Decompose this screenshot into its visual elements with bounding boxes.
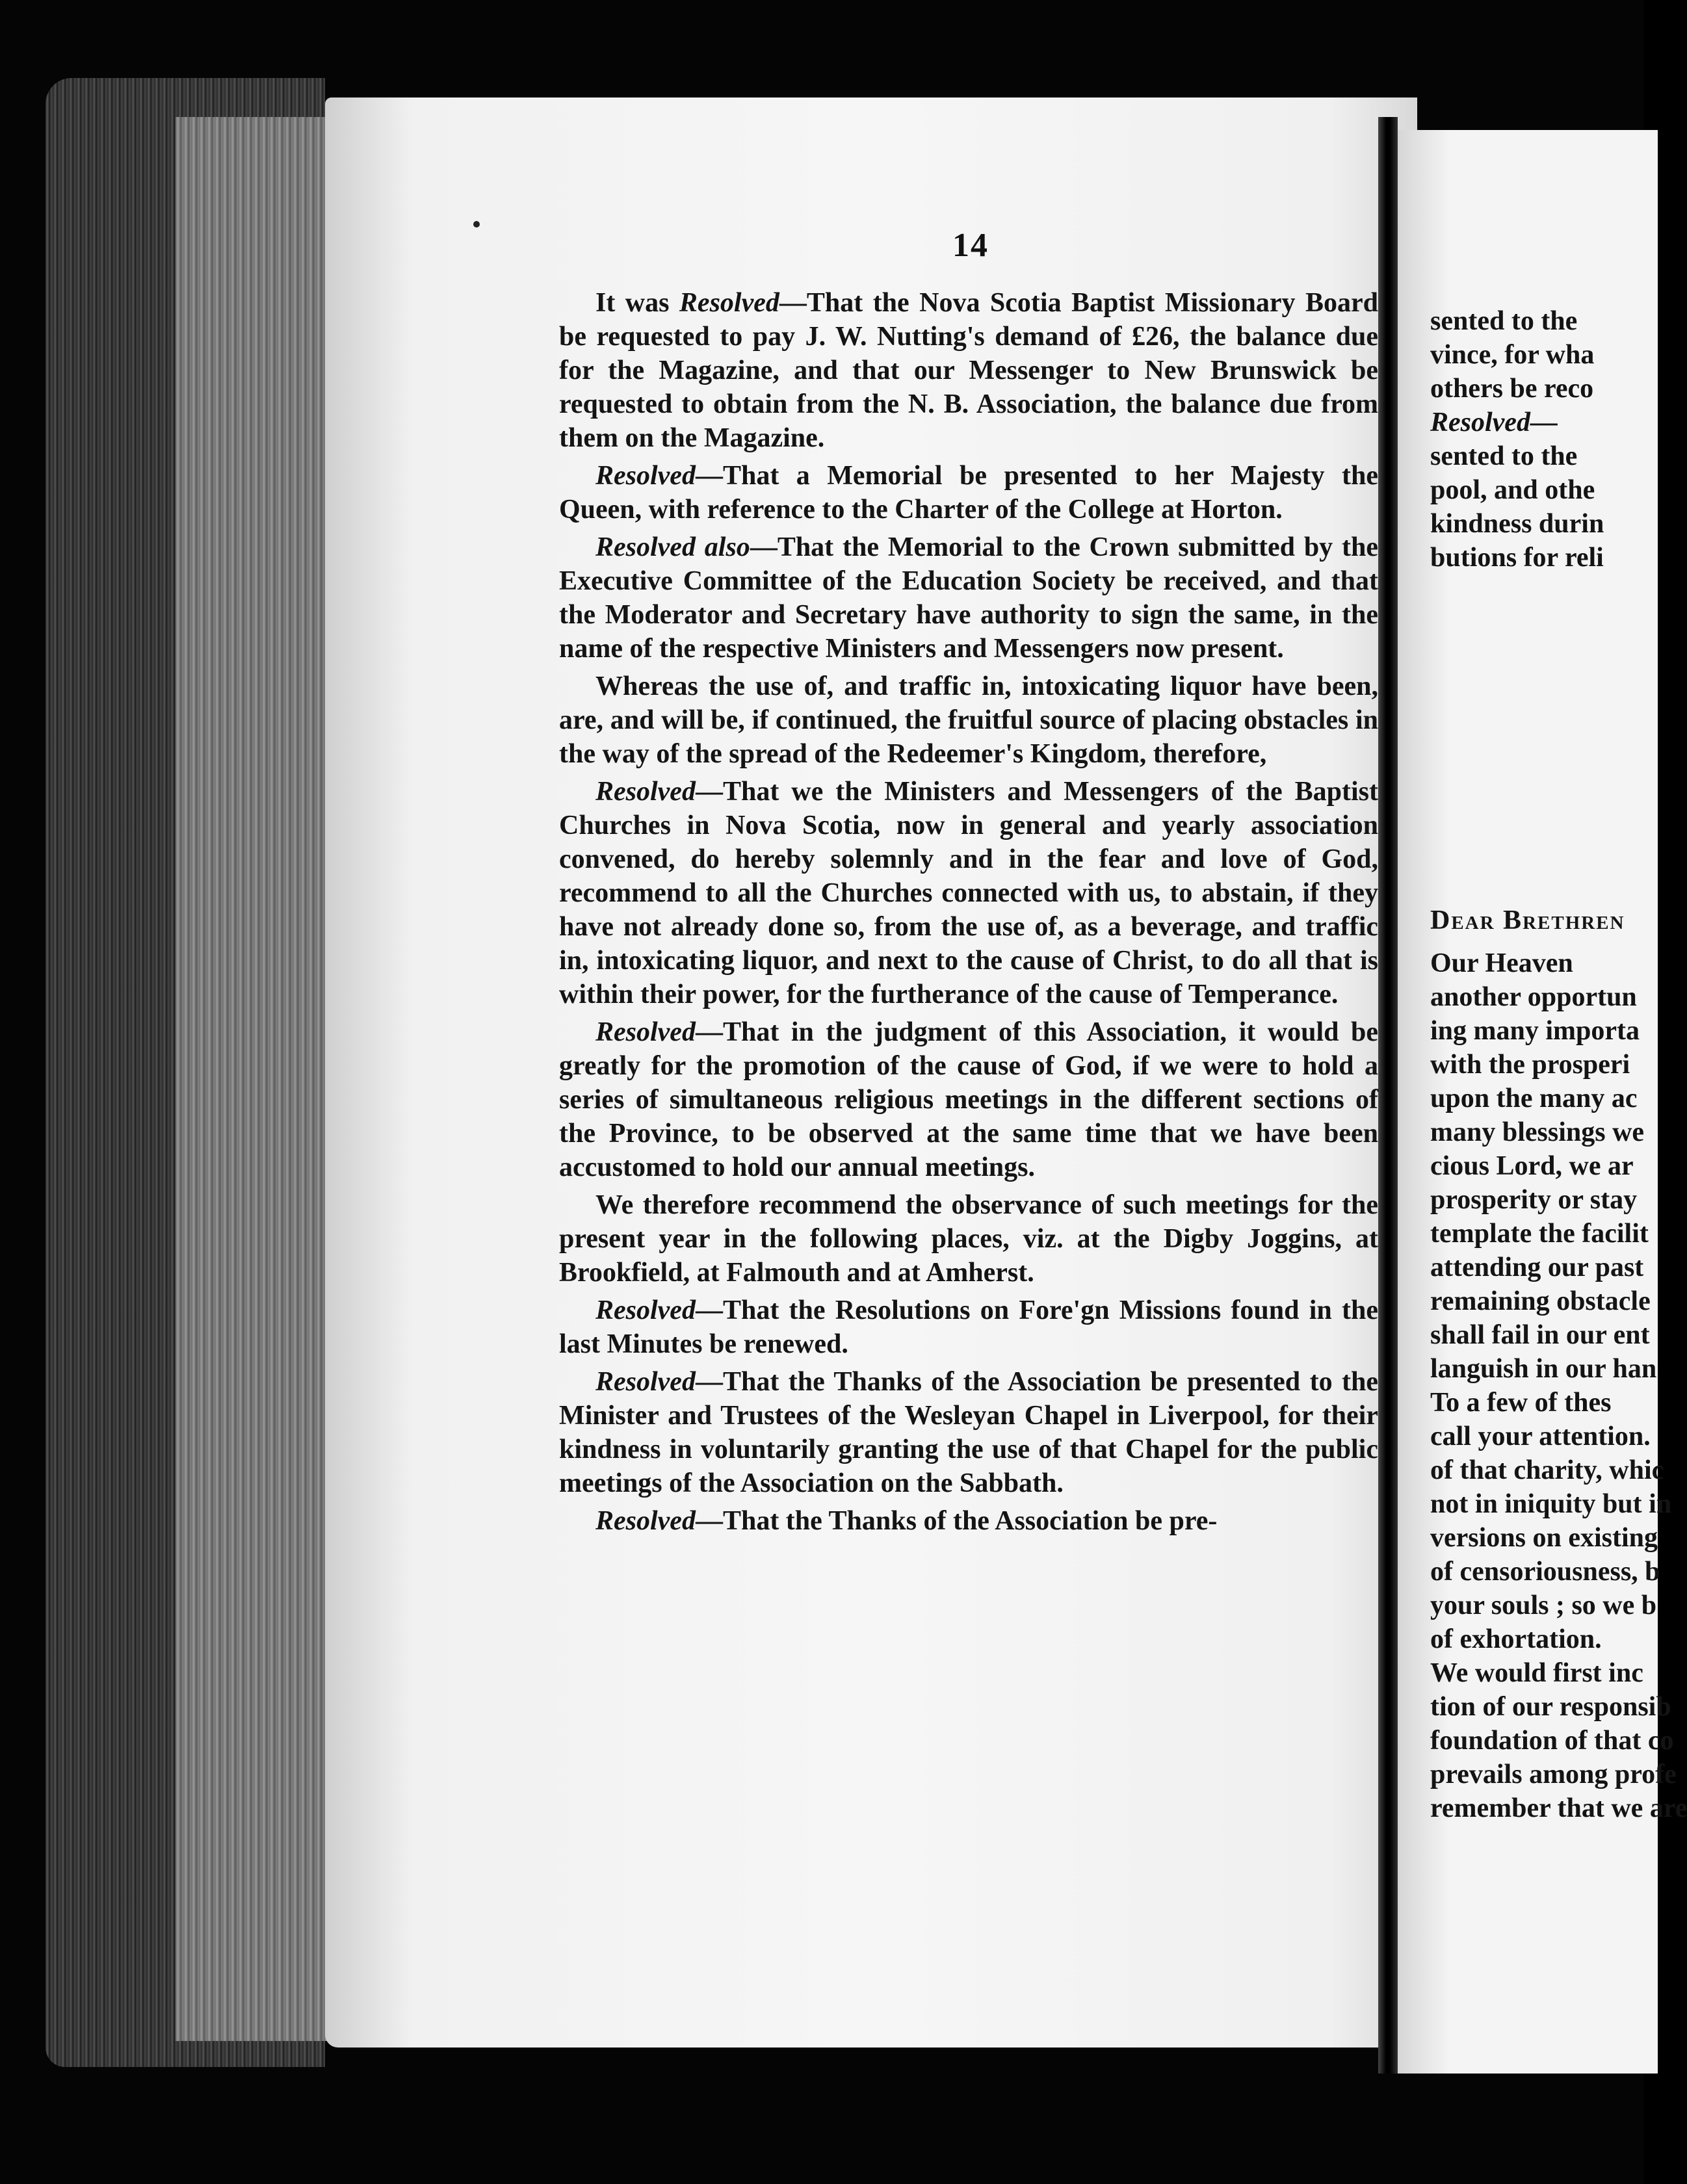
right-page-line: pool, and othe xyxy=(1430,475,1595,505)
paragraph xyxy=(559,459,1378,526)
paragraph-text: —That the Thanks of the Association be presented to the Minister and Trustees of the Wesleyan Chapel in Liverpool, for their kindness in voluntarily granting the use of that Chapel for the public meetings of the Association on the Sabbath. xyxy=(559,1367,1378,1498)
paragraph-text: —That the Thanks of the Association be pre- xyxy=(695,1506,1218,1536)
right-page-line: of censoriousness, b xyxy=(1430,1557,1660,1587)
right-page-line: butions for reli xyxy=(1430,543,1604,573)
paragraph-text: Whereas the use of, and traffic in, intoxicating liquor have been, are, and will be, if continued, the fruitful source of placing obstacles in the way of the spread of the Redeemer's Kingdom, therefore, xyxy=(559,671,1378,769)
right-page-line: template the facilit xyxy=(1430,1219,1649,1249)
page-block-edges-inner xyxy=(176,117,345,2041)
right-page-line: many blessings we xyxy=(1430,1117,1645,1147)
right-page-line: foundation of that co xyxy=(1430,1726,1674,1756)
book-gutter xyxy=(1378,117,1398,2074)
paragraph-text: —That the Nova Scotia Baptist Missionary Board be requested to pay J. W. Nutting's demand of £26, the balance due for the Magazine, and that our Messenger to New Brunswick be requested to obtain from the N. B. Association, the balance due from them on the Magazine. xyxy=(559,288,1378,453)
right-page-line: tion of our responsib xyxy=(1430,1692,1671,1722)
paragraph xyxy=(559,530,1378,666)
right-page-line: prevails among profe xyxy=(1430,1760,1677,1789)
right-page-line: upon the many ac xyxy=(1430,1084,1638,1113)
paragraph-text: —That we the Ministers and Messengers of the Baptist Churches in Nova Scotia, now in general and yearly association convened, do hereby solemnly and in the fear and love of God, recommend to all the Churches connected with us, to abstain, if they have not already done so, from the use of, as a beverage, and traffic in, intoxicating liquor, and next to the cause of Christ, to do all that is within their power, for the furtherance of the cause of Temperance. xyxy=(559,777,1378,1009)
right-page-line: vince, for wha xyxy=(1430,340,1595,370)
right-page-line: another opportun xyxy=(1430,982,1637,1012)
resolved-label: Resolved xyxy=(679,288,779,318)
resolved-label: Resolved also xyxy=(595,532,750,562)
paragraph xyxy=(559,1365,1378,1500)
paragraph-text: —That the Memorial to the Crown submitted by the Executive Committee of the Education Society be received, and that the Moderator and Secretary have authority to sign the same, in the name of the respective Ministers and Messengers now present. xyxy=(559,532,1378,664)
right-page-line: languish in our han xyxy=(1430,1354,1657,1384)
right-page-line: remember that we are xyxy=(1430,1793,1687,1823)
paragraph xyxy=(559,1504,1378,1538)
resolved-label: Resolved xyxy=(595,1017,696,1047)
page-number: 14 xyxy=(952,227,989,264)
right-page-line: of that charity, whic xyxy=(1430,1455,1664,1485)
paragraph xyxy=(559,775,1378,1011)
paragraph-text: We therefore recommend the observance of such meetings for the present year in the following places, viz. at the Digby Joggins, at Brookfield, at Falmouth and at Amherst. xyxy=(559,1190,1378,1288)
resolved-label: Resolved xyxy=(595,1367,696,1397)
right-page-line: your souls ; so we b xyxy=(1430,1591,1657,1620)
right-page-line: others be reco xyxy=(1430,374,1594,404)
paragraph-text: —That in the judgment of this Association, it would be greatly for the promotion of the cause of God, if we were to hold a series of simultaneous religious meetings in the different sections of the Province, to be observed at the same time that we have been accustomed to hold our annual meetings. xyxy=(559,1017,1378,1182)
right-page-top-lines xyxy=(1430,304,1651,575)
right-page-line: sented to the xyxy=(1430,441,1578,471)
paragraph xyxy=(559,1294,1378,1361)
paragraph xyxy=(559,670,1378,771)
right-page-line: prosperity or stay xyxy=(1430,1185,1638,1215)
resolved-label: Resolved xyxy=(595,1506,696,1536)
right-page-line: versions on existing xyxy=(1430,1523,1658,1553)
right-page-line: ing many importa xyxy=(1430,1016,1640,1046)
right-page-line: Our Heaven xyxy=(1430,948,1573,978)
paragraph-lead: It was xyxy=(595,288,679,318)
resolved-label: Resolved xyxy=(595,1295,696,1325)
right-page-line: kindness durin xyxy=(1430,509,1604,539)
right-page-line: sented to the xyxy=(1430,306,1578,336)
right-page-line: of exhortation. xyxy=(1430,1624,1602,1654)
ink-speck xyxy=(473,221,480,228)
right-page-line: call your attention. xyxy=(1430,1422,1651,1451)
right-page-line: attending our past xyxy=(1430,1253,1644,1282)
paragraph-text: —That a Memorial be presented to her Majesty the Queen, with reference to the Charter of the College at Horton. xyxy=(559,461,1378,525)
paragraph xyxy=(559,1015,1378,1184)
paragraph xyxy=(559,1188,1378,1290)
right-page-line: We would first inc xyxy=(1430,1658,1643,1688)
right-page-line: Resolved— xyxy=(1430,408,1558,437)
right-page-line: not in iniquity but in xyxy=(1430,1489,1672,1519)
right-page-line: remaining obstacle xyxy=(1430,1286,1651,1316)
right-page-heading: Dear Brethren xyxy=(1430,905,1625,935)
left-page-text xyxy=(559,286,1378,1542)
right-page-body-lines xyxy=(1430,946,1687,1825)
paragraph-text: —That the Resolutions on Fore'gn Missions found in the last Minutes be renewed. xyxy=(559,1295,1378,1359)
right-page-line: shall fail in our ent xyxy=(1430,1320,1650,1350)
resolved-label: Resolved xyxy=(595,777,696,807)
resolved-label: Resolved xyxy=(595,461,696,491)
right-page-line: with the prosperi xyxy=(1430,1050,1630,1080)
right-page-line: cious Lord, we ar xyxy=(1430,1151,1634,1181)
right-page-line: To a few of thes xyxy=(1430,1388,1612,1418)
paragraph xyxy=(559,286,1378,455)
